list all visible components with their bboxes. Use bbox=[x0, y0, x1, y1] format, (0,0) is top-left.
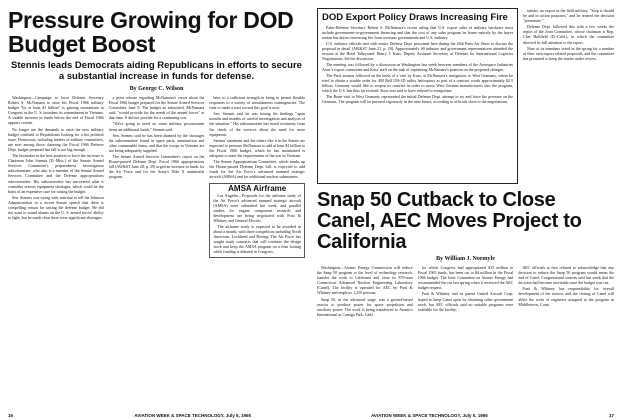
snap-column-1 bbox=[317, 265, 413, 397]
amsa-sidebar-box bbox=[209, 183, 305, 258]
paragraph: AEC officials at first refused to acknowledge that any decision to reduce the Snap 50 program would mean the end of Canel. Congressional sources said last week that the decision had become inevitable once the budget was cut. bbox=[518, 265, 615, 286]
page-footer-left bbox=[8, 413, 251, 418]
paragraph: Washington—Campaign to force Defense Secretary Robert S. McNamara to raise his Fiscal 1966 military budget "by at least $1 billion" is gaining momentum in Congress as the U. S. broadens its commitment in Vietnam. A sizable increase in funds before the end of Fiscal 1966 appears certain. bbox=[8, 95, 104, 126]
byline: By George C. Wilson bbox=[129, 86, 184, 92]
headline-deck: Stennis leads Democrats aiding Republicans in efforts to secure a substantial increase in funds for defense. bbox=[11, 60, 302, 82]
paragraph: The Bonn visit to West Germany represented the initial Defense Dept. attempt to try and force the pressure on the Germans. The program will be pursued vigorously in the near future, according to officials close to the negotiations. bbox=[322, 94, 514, 104]
paragraph: The Senate Armed Services Committee's report on the House-passed Defense Dept. Fiscal 1966 appropriations bill (AW&ST June 28, p. 29) urged an increase in funds for the Air Force and for the Army's Nike X antimissile program. bbox=[108, 154, 205, 180]
paragraph: Pratt & Whitney and its parent United Aircraft Corp. hoped to keep Canel open by obtaining other government work, but AEC officials said no suitable programs were available for the facility. bbox=[417, 291, 514, 312]
article-column-1 bbox=[8, 95, 104, 258]
paragraph: lates to a sufficient strength in being to permit flexible responses to a variety of simultaneous contingencies. The time to make a start toward this goal is now. bbox=[209, 95, 306, 111]
main-headline: Pressure Growing for DOD Budget Boost bbox=[8, 7, 294, 57]
snap-byline: By William J. Normyle bbox=[436, 256, 495, 262]
page-number: 17 bbox=[608, 413, 614, 418]
right-side-column bbox=[523, 8, 614, 184]
export-policy-body bbox=[322, 25, 513, 104]
paragraph: Stennis' statement and the others like it in the Senate are expected to pressure McNamara to add at least $1 billion to the Fiscal 1966 budget, which he has maintained is adequate to meet the requirements of the war in Vietnam. bbox=[209, 137, 306, 159]
paragraph: Defense Dept. followed this with a few weeks the report of the Joint Committee, whose chairman is Rep. Chet Holifield (D.-Calif.), in which the committee directed its full attention to the report. bbox=[523, 24, 614, 45]
paragraph: Washington—Atomic Energy Commission will reduce the Snap 50 program to the level of technology research, transfer the work to California and close its 870-man Connecticut Advanced Nuclear Engineering Laboratory (Canel). The facility is operated for AEC by Pratt & Whitney and employs 1,250 persons. bbox=[317, 265, 413, 296]
paragraph: The lawmaker in the best position to force the increase is Chairman John Stennis (D.-Miss.) of the Senate Armed Services Committee's preparedness investigation subcommittee, who also is a member of the Senate Armed Services Committee and the Defense appropriations subcommittee. His subcommittee has uncovered what it considers serious equipment shortages, which could be the basis of an expensive case for raising the budget. bbox=[8, 153, 104, 194]
paragraph: Los Angeles—Proposals for the airframe study of the Air Force's advanced manned strategic aircraft (AMSA) were submitted last week, and parallel studies for engine component research and development are being negotiated with Pratt & Whitney and General Electric. bbox=[213, 192, 302, 223]
footer-text: AVIATION WEEK & SPACE TECHNOLOGY, July 5, 1965 bbox=[370, 413, 488, 418]
snap-column-2 bbox=[418, 265, 514, 397]
paragraph: Sen. Stennis said he has been alarmed by the shortages his subcommittee found in spare parts, ammunition and other consumable items, and that the troops in Vietnam are not being adequately supplied. bbox=[108, 132, 205, 153]
paragraph: Pratt & Whitney has responsibility for overall development of the reactor, and the closing of Canel will affect the work of engineers assigned to the program in Middletown, Conn. bbox=[518, 286, 615, 307]
paragraph: The Senate Appropriations Committee, which marks up the House-passed Defense Dept. bill, is expected to add funds for the Air Force's advanced manned strategic aircraft (AMSA) and for additional nuclear submarines. bbox=[209, 159, 306, 180]
footer-text: AVIATION WEEK & SPACE TECHNOLOGY, July 5, 1965 bbox=[134, 413, 252, 418]
paragraph: Sen. Stennis was trying with restraint to tell the Johnson Administration in a recent Senate speech that there is compelling reason for raising the defense budget. He did not want to sound alarms on the U. S. armed forces' ability to fight, but he made clear there were significant shortages. bbox=[8, 194, 104, 221]
amsa-sidebar-title: AMSA Airframe bbox=[228, 183, 287, 193]
paragraph: for which Congress had appropriated $15 million in Fiscal 1965 funds, has been cut to $4 million in the Fiscal 1966 budget. The Joint Committee on Atomic Energy had recommended the cut last spring when it reviewed the AEC budget request. bbox=[417, 265, 514, 291]
article-column-3 bbox=[209, 95, 305, 258]
snap-article-columns bbox=[317, 265, 614, 397]
paragraph: Palm-Defense Secretary Robert S. McNamara's recent ruling that U.S. export sales of military hardware must include government-to-government financing and that the cost of any sales program be borne entirely by the buyer nation has drawn increasing fire from overseas governments and U.S. industry. bbox=[322, 25, 514, 40]
right-top-section bbox=[317, 8, 614, 184]
paragraph: No longer are the demands to raise the new military budget confined to Republicans looking for a hot political issue. Democrats, including leaders of military committees, are now among those claiming the Fiscal 1966 Defense Dept. budget prepared last fall is not big enough. bbox=[8, 126, 104, 152]
export-policy-headline: DOD Export Policy Draws Increasing Fire bbox=[322, 12, 508, 23]
right-page bbox=[311, 0, 622, 420]
paragraph: a press release regarding McNamara's views about the Fiscal 1966 budget prepared for the Senate Armed Services Committee June 9. The budget as submitted, McNamara said, "would provide for the needs of the armed forces" at that time. It did not provide for a continuing war. bbox=[108, 95, 205, 121]
paragraph: The meeting was followed by a discussion in Washington last week between members of the Aerospace Industries Assn.'s export committee and Kuss' staff on the task of explaining McNamara's position on the proposed changes. bbox=[322, 62, 514, 72]
paragraph: The airframe study is expected to be awarded in about a month, with three competitors including North American, Lockheed and Boeing. The Air Force has sought study contracts that will continue the design work and keep the AMSA program on a firm footing while funding is debated in Congress. bbox=[213, 223, 302, 254]
snap-column-3 bbox=[518, 265, 614, 397]
article-column-2 bbox=[109, 95, 205, 258]
paragraph: Snap 50, in the advanced stage, was a ground-based reactor to produce power for space propulsion and auxiliary power. The work is being transferred to Atomics International at Canoga Park, Calif. bbox=[317, 296, 413, 317]
paragraph: Nine of its members voted in the spring for a number of their own export-related proposals, and the committee has promised to keep the matter under review. bbox=[523, 45, 614, 61]
page-number: 16 bbox=[8, 413, 14, 418]
snap-headline: Snap 50 Cutback to Close Canel, AEC Moves Project to California bbox=[317, 189, 582, 253]
paragraph: tations, an export in the field military. "Stop it should be and in action purposes," and be termed the decision "premature." bbox=[523, 8, 614, 24]
paragraph: The Paris session followed on the heels of a visit by Kuss, at McNamara's instigation, to West Germany, where he tried to obtain a sizable order for 400 Bell UH-1D utility helicopters as part of a contract worth approximately $2.5 billion. Germany would like to reopen its contract in order to move West German manufacturers into the program, which the U.S. has thus far resisted. Kuss was said to have refused to renegotiate. bbox=[322, 73, 514, 93]
paragraph: Sen. Stennis said he was basing his findings "upon months and months of careful investigation and analysis of the situation." His subcommittee has heard testimony from the chiefs of the services about the need for more equipment. bbox=[209, 111, 306, 137]
article-columns bbox=[8, 95, 305, 258]
paragraph: U.S. industry officials met with senior Defense Dept. personnel here during the 26th Paris Air Show to discuss the proposal in detail (AW&ST June 21, p. 29). Approximately 60 industry and government representatives attended the session at the Hotel Talleyrand. Henry J. Kuss, Deputy Assistant Secretary of Defense for International Logistics Negotiations, led the discussion. bbox=[322, 41, 514, 61]
page-footer-right bbox=[371, 413, 614, 418]
export-policy-box bbox=[317, 8, 518, 184]
paragraph: "We're going to need on some military procurement items an additional funds," Stennis said. bbox=[108, 121, 205, 132]
